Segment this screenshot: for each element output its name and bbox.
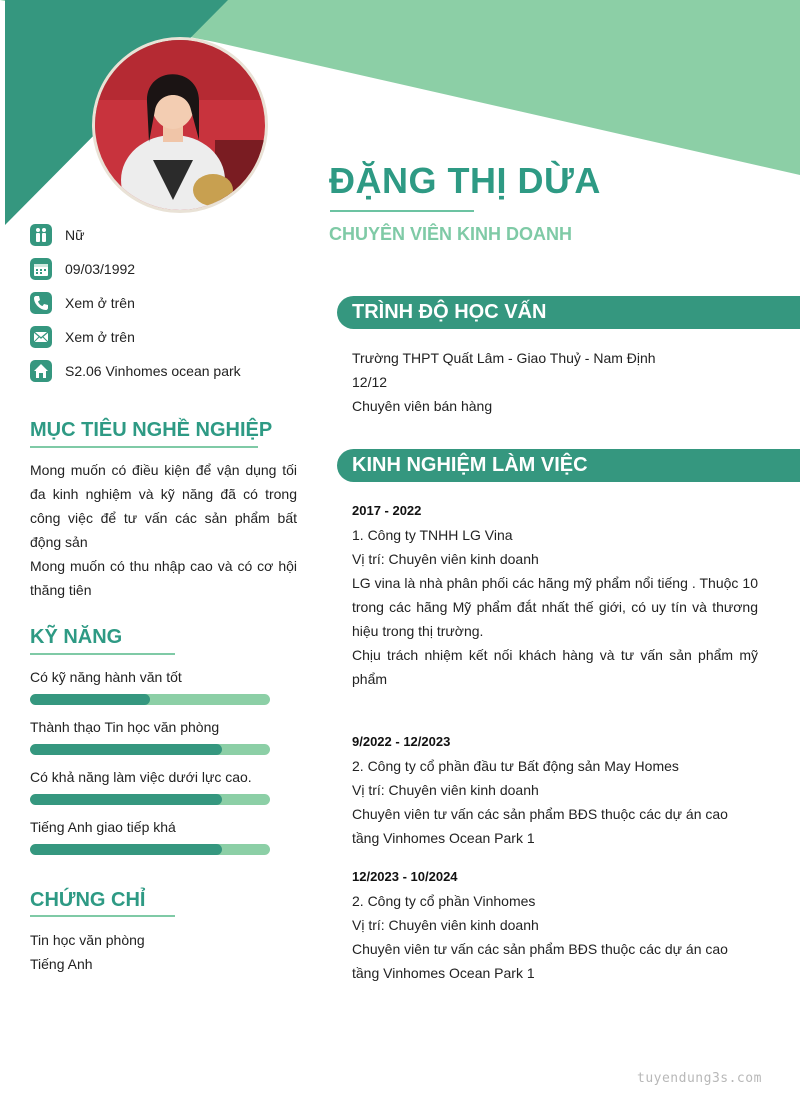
education-grade: 12/12 (352, 374, 388, 390)
education-school: Trường THPT Quất Lâm - Giao Thuỷ - Nam Định (352, 350, 656, 366)
skill-bar (30, 694, 270, 705)
skill-bar-fill (30, 794, 222, 805)
skill-label: Có khả năng làm việc dưới lực cao. (30, 769, 252, 785)
contact-address-text: S2.06 Vinhomes ocean park (65, 363, 241, 379)
contact-address (30, 359, 241, 383)
contact-birthday (30, 257, 135, 281)
skill-label: Tiếng Anh giao tiếp khá (30, 819, 176, 835)
objective-title: MỤC TIÊU NGHỀ NGHIỆP (30, 419, 273, 441)
contact-phone (30, 291, 135, 315)
skill-bar (30, 844, 270, 855)
objective-paragraph-2: Mong muốn có thu nhập cao và có cơ hội thăng tiên (30, 558, 297, 598)
gender-icon (30, 224, 52, 246)
skills-underline (30, 653, 175, 655)
contact-gender (30, 223, 84, 247)
phone-icon (30, 292, 52, 314)
job-position: Vị trí: Chuyên viên kinh doanh (352, 782, 539, 798)
watermark: tuyendung3s.com (637, 1071, 762, 1086)
skill-bar-fill (30, 694, 150, 705)
education-title: TRÌNH ĐỘ HỌC VẤN (352, 301, 547, 323)
job-period: 2017 - 2022 (352, 503, 422, 518)
skill-bar-fill (30, 844, 222, 855)
job-description: Chịu trách nhiệm kết nối khách hàng và tư vấn sản phẩm mỹ phẩm (352, 647, 758, 687)
contact-email (30, 325, 135, 349)
calendar-icon (30, 258, 52, 280)
job-period: 9/2022 - 12/2023 (352, 734, 451, 749)
contact-phone-text: Xem ở trên (65, 295, 135, 311)
certificates-title: CHỨNG CHỈ (30, 889, 146, 911)
home-icon (30, 360, 52, 382)
skill-bar (30, 794, 270, 805)
skill-bar-fill (30, 744, 222, 755)
job-company: 1. Công ty TNHH LG Vina (352, 527, 513, 543)
contact-birthday-text: 09/03/1992 (65, 261, 136, 277)
objective-underline (30, 446, 258, 448)
email-icon (30, 326, 52, 348)
skill-label: Thành thạo Tin học văn phòng (30, 719, 220, 735)
job-position: Vị trí: Chuyên viên kinh doanh (352, 551, 539, 567)
job-description: Chuyên viên tư vấn các sản phẩm BĐS thuộc các dự án cao tầng Vinhomes Ocean Park 1 (352, 806, 728, 846)
name-underline (330, 210, 474, 212)
job-period: 12/2023 - 10/2024 (352, 869, 458, 884)
profile-photo (92, 37, 268, 213)
objective-paragraph-1: Mong muốn có điều kiện để vận dụng tối đa kinh nghiệm và kỹ năng đã có trong công việc để tư vấn các sản phẩm bất động sản (30, 462, 297, 550)
education-major: Chuyên viên bán hàng (352, 398, 493, 414)
job-description: Chuyên viên tư vấn các sản phẩm BĐS thuộc các dự án cao tầng Vinhomes Ocean Park 1 (352, 941, 728, 981)
job-company: 2. Công ty cổ phần Vinhomes (352, 893, 536, 909)
experience-title: KINH NGHIỆM LÀM VIỆC (352, 454, 588, 476)
skill-label: Có kỹ năng hành văn tốt (30, 669, 182, 685)
job-position: Vị trí: Chuyên viên kinh doanh (352, 917, 539, 933)
candidate-name: ĐẶNG THỊ DỪA (329, 160, 601, 201)
job-title: CHUYÊN VIÊN KINH DOANH (329, 224, 573, 244)
skills-title: KỸ NĂNG (30, 626, 123, 648)
job-company: 2. Công ty cổ phần đầu tư Bất động sản May Homes (352, 758, 679, 774)
job-description: LG vina là nhà phân phối các hãng mỹ phẩm nổi tiếng . Thuộc 10 trong các hãng Mỹ phẩm đắt nhất thế giới, có uy tín và thương hiệu trong thị trường. (352, 575, 758, 639)
contact-gender-text: Nữ (65, 227, 85, 243)
certificates-underline (30, 915, 175, 917)
certificate-item: Tiếng Anh (30, 956, 93, 972)
contact-email-text: Xem ở trên (65, 329, 135, 345)
certificate-item: Tin học văn phòng (30, 932, 145, 948)
education-banner (337, 296, 800, 329)
skill-bar (30, 744, 270, 755)
experience-banner (337, 449, 800, 482)
